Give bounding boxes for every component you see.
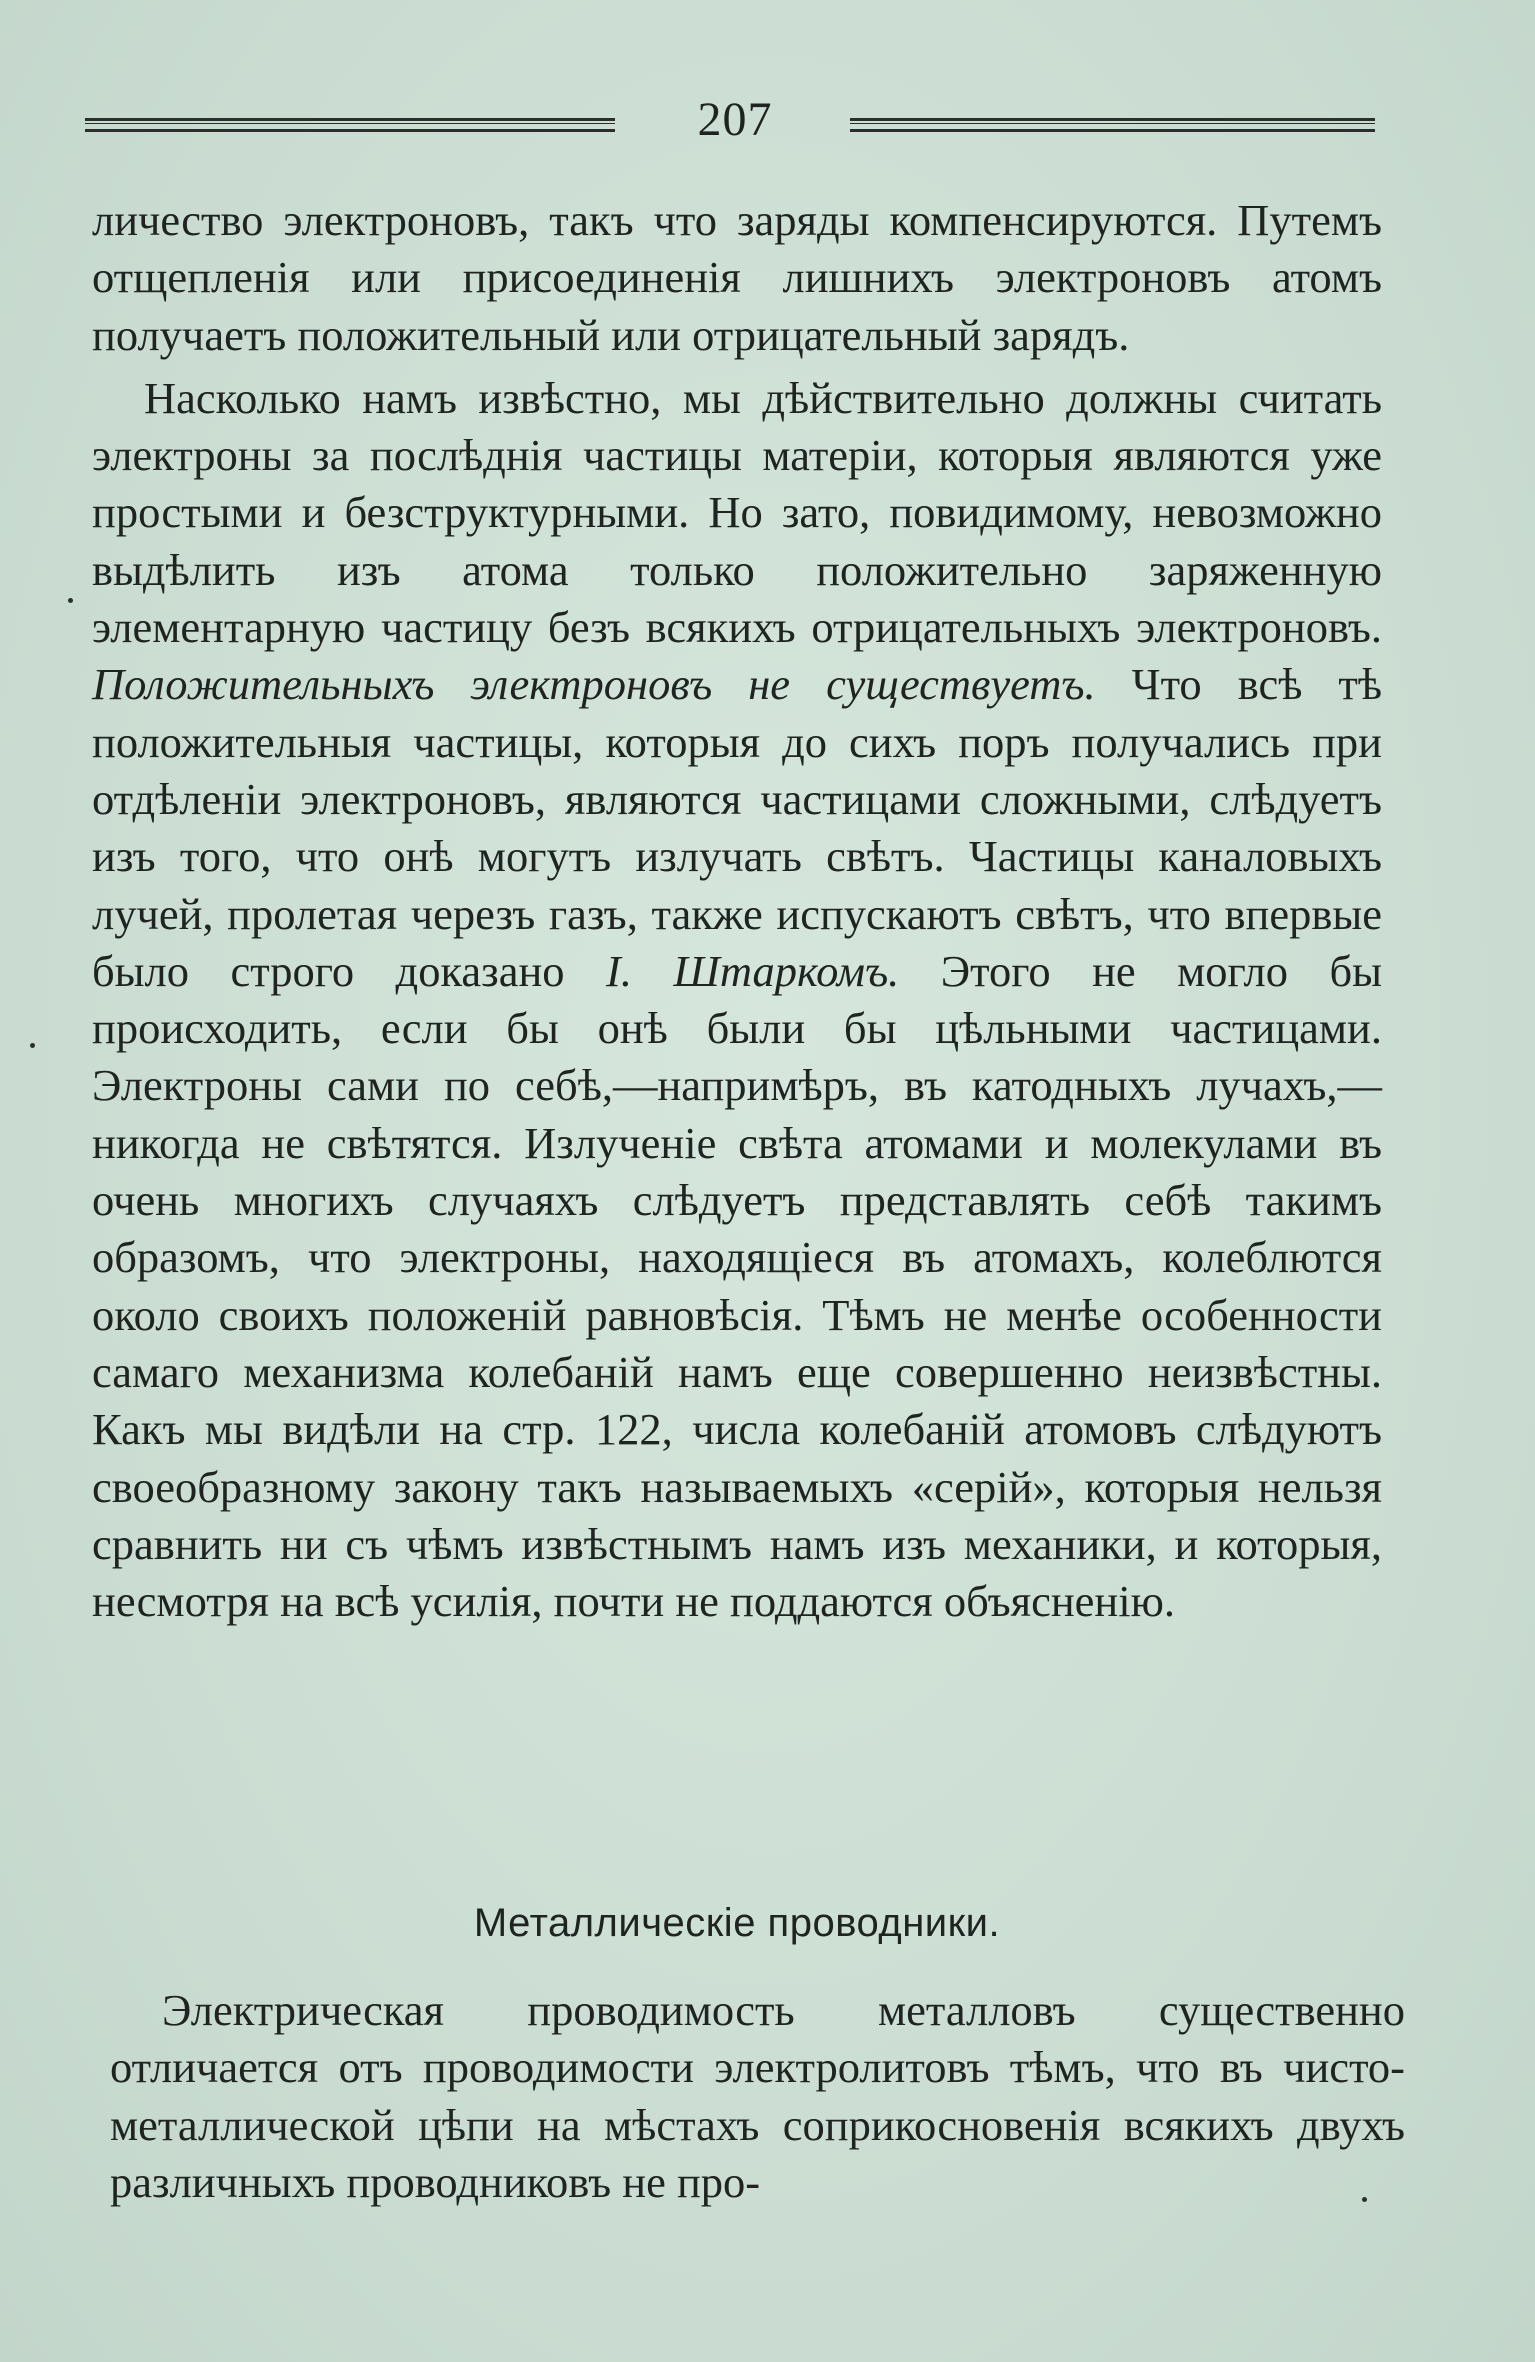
italic-author-name: І. Штаркомъ. <box>606 945 900 996</box>
section-text-block <box>110 1982 1405 2211</box>
paragraph-continued: личество электроновъ, такъ что заряды компенсируются. Путемъ отщепленія или присоединенія лишнихъ электроновъ атомъ получаетъ положительный или отрицательный зарядъ. <box>92 195 1382 360</box>
italic-emphasis: Положительныхъ электроновъ не существуетъ. <box>92 659 1096 710</box>
page-header <box>85 88 1375 158</box>
paragraph-text-part: Этого не могло бы происходить, если бы онѣ были бы цѣльными частицами. Электроны сами по себѣ,—напримѣръ, въ катодныхъ лучахъ,—никогда не свѣтятся. Излученіе свѣта атомами и молекулами въ очень многихъ случаяхъ слѣдуетъ представлять себѣ такимъ образомъ, что электроны, находящіеся въ атомахъ, колеблются около своихъ положеній равновѣсія. Тѣмъ не менѣе особенности самаго механизма колебаній намъ еще совершенно неизвѣстны. Какъ мы видѣли на стр. 122, числа колебаній атомовъ слѣдуютъ своеобразному закону такъ называемыхъ «серій», которыя нельзя сравнить ни съ чѣмъ извѣстнымъ намъ изъ механики, и которыя, несмотря на всѣ усилія, почти не поддаются объясненію. <box>92 945 1382 1627</box>
paragraph-electrons <box>92 370 1382 1631</box>
page-number: 207 <box>697 93 773 146</box>
ink-speck <box>1362 2197 1367 2202</box>
ink-speck <box>68 598 73 603</box>
ink-speck <box>30 1043 35 1048</box>
paragraph-text-part: Насколько намъ извѣстно, мы дѣйствительно должны считать электроны за послѣднія частицы матеріи, которыя являются уже простыми и безструктурными. Но зато, повидимому, невозможно выдѣлить изъ атома только положительно заряженную элементарную частицу безъ всякихъ отрицательныхъ электроновъ. <box>92 372 1382 653</box>
header-rule-right <box>850 118 1375 132</box>
header-rule-left <box>85 118 615 132</box>
paragraph-metals: Электрическая проводимость металловъ существенно отличается отъ проводимости электролитовъ тѣмъ, что въ чисто-металлической цѣпи на мѣстахъ соприкосновенія всякихъ двухъ различныхъ проводниковъ не про- <box>110 1985 1405 2207</box>
paragraph-text-part: Что всѣ тѣ положительныя частицы, которыя до сихъ поръ получались при отдѣленіи электроновъ, являются частицами сложными, слѣдуетъ изъ того, что онѣ могутъ излучать свѣтъ. Частицы каналовыхъ лучей, пролетая черезъ газъ, также испускаютъ свѣтъ, что впервые было строго доказано <box>92 659 1382 996</box>
section-heading: Металлическіе проводники. <box>473 1901 1001 1945</box>
main-text-block <box>92 192 1382 1630</box>
